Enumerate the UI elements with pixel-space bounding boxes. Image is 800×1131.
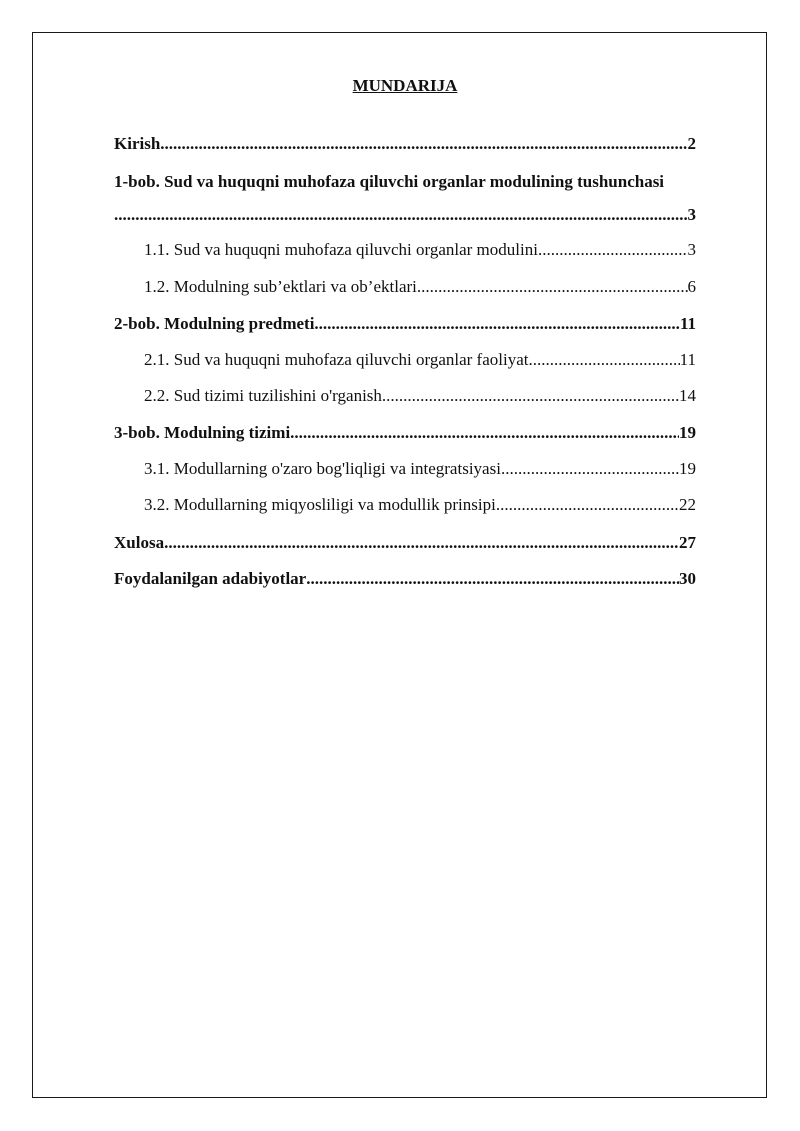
toc-page-number: 30 (679, 569, 696, 588)
toc-title: MUNDARIJA (352, 76, 458, 95)
toc-page-number: 3 (687, 205, 696, 224)
toc-leader-dots (290, 423, 679, 443)
toc-entry-label: 2.1. Sud va huquqni muhofaza qiluvchi organlar faoliyat (144, 350, 529, 369)
toc-entry-label: 3-bob. Modulning tizimi (114, 423, 291, 442)
toc-leader-dots (164, 533, 679, 553)
toc-entry-2-1[interactable] (144, 350, 696, 370)
toc-page-number: 2 (687, 134, 696, 153)
toc-page-number: 6 (687, 277, 696, 296)
toc-entry-chapter-2[interactable] (114, 314, 696, 334)
toc-entry-1-2[interactable] (144, 277, 696, 297)
toc-entry-label: 2-bob. Modulning predmeti (114, 314, 315, 333)
toc-leader-dots (417, 277, 688, 297)
toc-page-number: 11 (679, 314, 696, 333)
toc-page-number: 19 (679, 423, 696, 442)
toc-leader-dots (114, 205, 688, 225)
toc-entry-adabiyotlar[interactable] (114, 569, 696, 589)
toc-entry-label: Foydalanilgan adabiyotlar (114, 569, 307, 588)
toc-entry-label: 3.2. Modullarning miqyosliligi va modullik prinsipi (144, 495, 496, 514)
toc-entry-chapter-1-heading[interactable]: 1-bob. Sud va huquqni muhofaza qiluvchi organlar modulining tushunchasi (114, 172, 665, 191)
toc-entry-xulosa[interactable] (114, 533, 696, 553)
toc-leader-dots (538, 240, 688, 260)
toc-page-number: 11 (679, 350, 696, 369)
toc-entry-kirish[interactable] (114, 134, 696, 154)
toc-entry-label: Xulosa (114, 533, 165, 552)
toc-entry-label: 2.2. Sud tizimi tuzilishini o'rganish (144, 386, 382, 405)
toc-page-number: 14 (679, 386, 696, 405)
toc-page-number: 27 (679, 533, 696, 552)
toc-leader-dots (496, 495, 679, 515)
toc-leader-dots (528, 350, 679, 370)
toc-entry-label: 1.1. Sud va huquqni muhofaza qiluvchi organlar modulini (144, 240, 538, 259)
toc-entry-chapter-1-leader[interactable] (114, 205, 696, 225)
toc-entry-3-2[interactable] (144, 495, 696, 515)
toc-entry-label: 3.1. Modullarning o'zaro bog'liqligi va integratsiyasi (144, 459, 501, 478)
toc-leader-dots (306, 569, 679, 589)
toc-leader-dots (501, 459, 679, 479)
toc-leader-dots (160, 134, 687, 154)
toc-entry-2-2[interactable] (144, 386, 696, 406)
toc-page-number: 22 (679, 495, 696, 514)
toc-entry-3-1[interactable] (144, 459, 696, 479)
toc-entry-label: Kirish (114, 134, 161, 153)
toc-page-number: 3 (687, 240, 696, 259)
toc-leader-dots (314, 314, 680, 334)
toc-entry-1-1[interactable] (144, 240, 696, 260)
toc-page-number: 19 (679, 459, 696, 478)
toc-entry-label: 1.2. Modulning sub’ektlari va ob’ektlari (144, 277, 417, 296)
toc-leader-dots (382, 386, 679, 406)
toc-entry-chapter-3[interactable] (114, 423, 696, 443)
